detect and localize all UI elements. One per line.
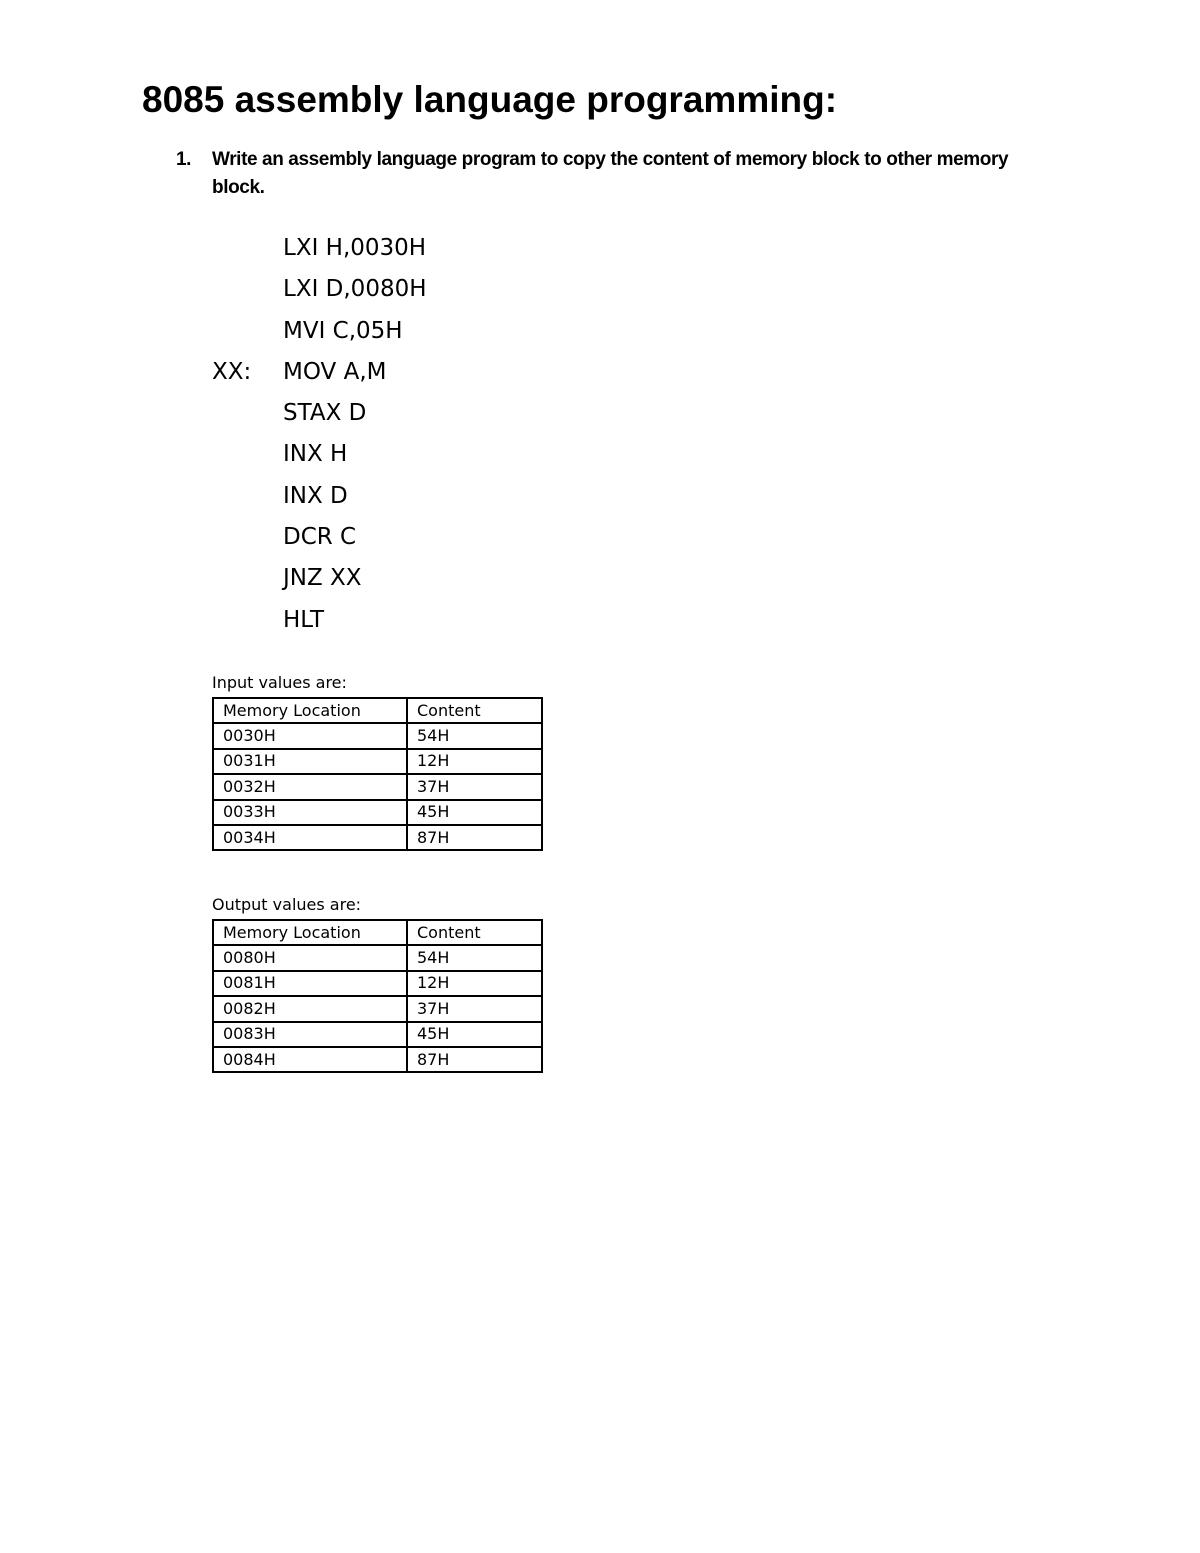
code-instruction: INX D — [283, 482, 348, 509]
table-row — [213, 996, 542, 1021]
header-memory-location: Memory Location — [213, 698, 407, 723]
table-row — [213, 723, 542, 748]
memory-location-cell: 0080H — [213, 945, 407, 970]
memory-location-cell: 0030H — [213, 723, 407, 748]
table-row — [213, 1022, 542, 1047]
code-label: XX: — [212, 358, 252, 385]
code-instruction: LXI H,0030H — [283, 235, 427, 261]
memory-location-cell: 0081H — [213, 971, 407, 996]
table-row — [213, 945, 542, 970]
content-cell: 37H — [407, 996, 542, 1021]
content-cell: 54H — [407, 945, 542, 970]
code-instruction: JNZ XX — [283, 565, 362, 592]
input-table-caption: Input values are: — [212, 673, 347, 692]
content-cell: 45H — [407, 1022, 542, 1047]
table-row — [213, 1047, 542, 1072]
output-values-table — [212, 919, 543, 1073]
memory-location-cell: 0033H — [213, 800, 407, 825]
table-row — [213, 774, 542, 799]
content-cell: 87H — [407, 1047, 542, 1072]
content-cell: 12H — [407, 971, 542, 996]
output-table-caption: Output values are: — [212, 895, 362, 914]
content-cell: 37H — [407, 774, 542, 799]
memory-location-cell: 0083H — [213, 1022, 407, 1047]
question-number: 1. — [176, 149, 192, 170]
code-instruction: MOV A,M — [283, 358, 387, 385]
code-instruction: INX H — [283, 441, 348, 468]
table-row — [213, 749, 542, 774]
code-instruction: HLT — [283, 606, 324, 633]
question-text: Write an assembly language program to copy the content of memory block to other memory block. — [212, 149, 1009, 198]
header-content: Content — [407, 920, 542, 945]
memory-location-cell: 0082H — [213, 996, 407, 1021]
header-memory-location: Memory Location — [213, 920, 407, 945]
content-cell: 87H — [407, 825, 542, 850]
page-title: 8085 assembly language programming: — [142, 79, 838, 120]
table-row — [213, 800, 542, 825]
table-row — [213, 825, 542, 850]
table-row — [213, 971, 542, 996]
code-instruction: STAX D — [283, 400, 367, 427]
memory-location-cell: 0084H — [213, 1047, 407, 1072]
memory-location-cell: 0032H — [213, 774, 407, 799]
memory-location-cell: 0031H — [213, 749, 407, 774]
content-cell: 45H — [407, 800, 542, 825]
input-values-table — [212, 697, 543, 851]
table-header-row — [213, 698, 542, 723]
content-cell: 54H — [407, 723, 542, 748]
code-instruction: MVI C,05H — [283, 317, 403, 344]
question-1 — [176, 146, 1046, 202]
code-instruction: LXI D,0080H — [283, 276, 427, 303]
table-header-row — [213, 920, 542, 945]
code-instruction: DCR C — [283, 524, 357, 551]
header-content: Content — [407, 698, 542, 723]
memory-location-cell: 0034H — [213, 825, 407, 850]
content-cell: 12H — [407, 749, 542, 774]
